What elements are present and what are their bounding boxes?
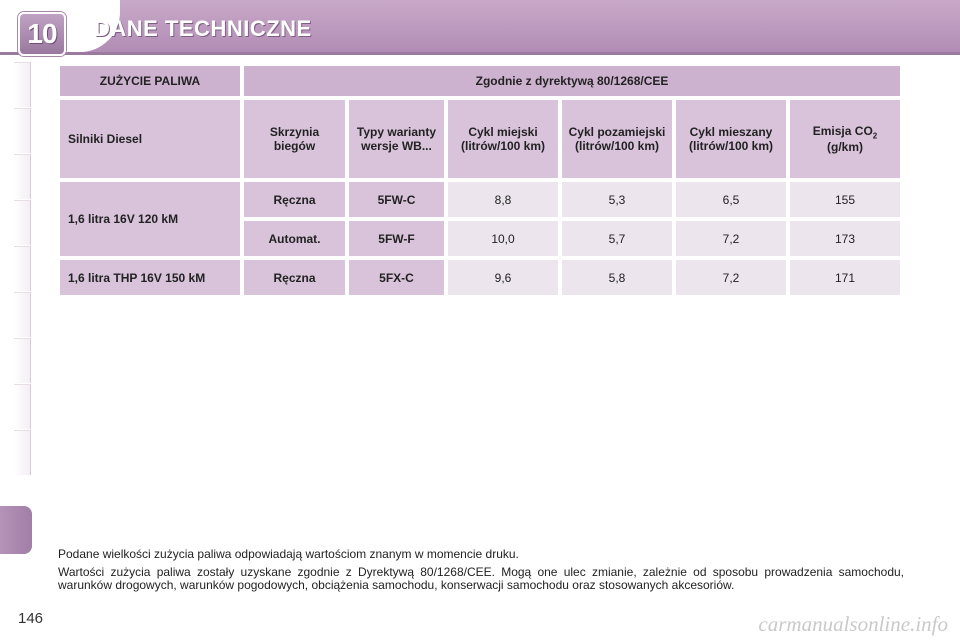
combined-cell: 7,2 bbox=[676, 221, 786, 256]
urban-cell: 10,0 bbox=[448, 221, 558, 256]
page-title: DANE TECHNICZNE bbox=[94, 16, 312, 41]
table-title-row bbox=[60, 66, 900, 96]
urban-cell: 8,8 bbox=[448, 182, 558, 217]
co2-cell: 173 bbox=[790, 221, 900, 256]
gearbox-cell: Ręczna bbox=[244, 260, 345, 295]
type-cell: 5FW-C bbox=[349, 182, 444, 217]
urban-cell: 9,6 bbox=[448, 260, 558, 295]
side-tab-active[interactable] bbox=[0, 506, 32, 554]
co2-cell: 171 bbox=[790, 260, 900, 295]
side-tab[interactable] bbox=[14, 384, 31, 429]
table-header-row bbox=[60, 100, 900, 178]
table-title-fuel-consumption: ZUŻYCIE PALIWA bbox=[60, 66, 240, 96]
side-tab[interactable] bbox=[14, 338, 31, 383]
side-tab[interactable] bbox=[14, 246, 31, 291]
header-band bbox=[0, 0, 960, 55]
footnote-print-values: Podane wielkości zużycia paliwa odpowiadają wartościom znanym w momencie druku. bbox=[58, 547, 519, 561]
gearbox-cell: Ręczna bbox=[244, 182, 345, 217]
chapter-side-tabs bbox=[0, 62, 32, 582]
table-row bbox=[60, 260, 900, 295]
chapter-number-badge: 10 bbox=[18, 12, 66, 56]
co2-cell: 155 bbox=[790, 182, 900, 217]
table-title-directive: Zgodnie z dyrektywą 80/1268/CEE bbox=[244, 66, 900, 96]
combined-cell: 7,2 bbox=[676, 260, 786, 295]
extra-urban-cell: 5,8 bbox=[562, 260, 672, 295]
header-co2-subscript: 2 bbox=[872, 131, 878, 141]
engine-cell: 1,6 litra THP 16V 150 kM bbox=[60, 260, 240, 295]
table-row bbox=[60, 182, 900, 217]
watermark: carmanualsonline.info bbox=[758, 612, 948, 636]
header-gearbox: Skrzynia biegów bbox=[244, 100, 345, 178]
header-urban-cycle: Cykl miejski (litrów/100 km) bbox=[448, 100, 558, 178]
footnote-directive-values: Wartości zużycia paliwa zostały uzyskane zgodnie z Dyrektywą 80/1268/CEE. Mogą one ulec zmianie, zależnie od sposobu prowadzenia samochodu, warunków drogowych, warunków pogodowych, obciążenia samochodu, konserwacji samochodu oraz stosowanych akcesoriów. bbox=[58, 565, 904, 592]
side-tab[interactable] bbox=[14, 292, 31, 337]
side-tab[interactable] bbox=[14, 430, 31, 475]
combined-cell: 6,5 bbox=[676, 182, 786, 217]
header-extra-urban-cycle: Cykl pozamiejski (litrów/100 km) bbox=[562, 100, 672, 178]
header-combined-cycle: Cykl mieszany (litrów/100 km) bbox=[676, 100, 786, 178]
type-cell: 5FW-F bbox=[349, 221, 444, 256]
side-tab[interactable] bbox=[14, 200, 31, 245]
side-tab[interactable] bbox=[14, 154, 31, 199]
page-number: 146 bbox=[18, 610, 44, 627]
side-tab[interactable] bbox=[14, 62, 31, 107]
gearbox-cell: Automat. bbox=[244, 221, 345, 256]
extra-urban-cell: 5,7 bbox=[562, 221, 672, 256]
type-cell: 5FX-C bbox=[349, 260, 444, 295]
side-tab[interactable] bbox=[14, 108, 31, 153]
header-types: Typy warianty wersje WB... bbox=[349, 100, 444, 178]
header-co2-unit: (g/km) bbox=[827, 140, 863, 155]
engine-cell: 1,6 litra 16V 120 kM bbox=[60, 182, 240, 256]
header-co2-label: Emisja CO bbox=[812, 123, 873, 138]
fuel-consumption-table bbox=[56, 62, 904, 299]
header-co2-emission bbox=[790, 100, 900, 178]
extra-urban-cell: 5,3 bbox=[562, 182, 672, 217]
footnotes bbox=[58, 548, 904, 597]
header-engine: Silniki Diesel bbox=[60, 100, 240, 178]
